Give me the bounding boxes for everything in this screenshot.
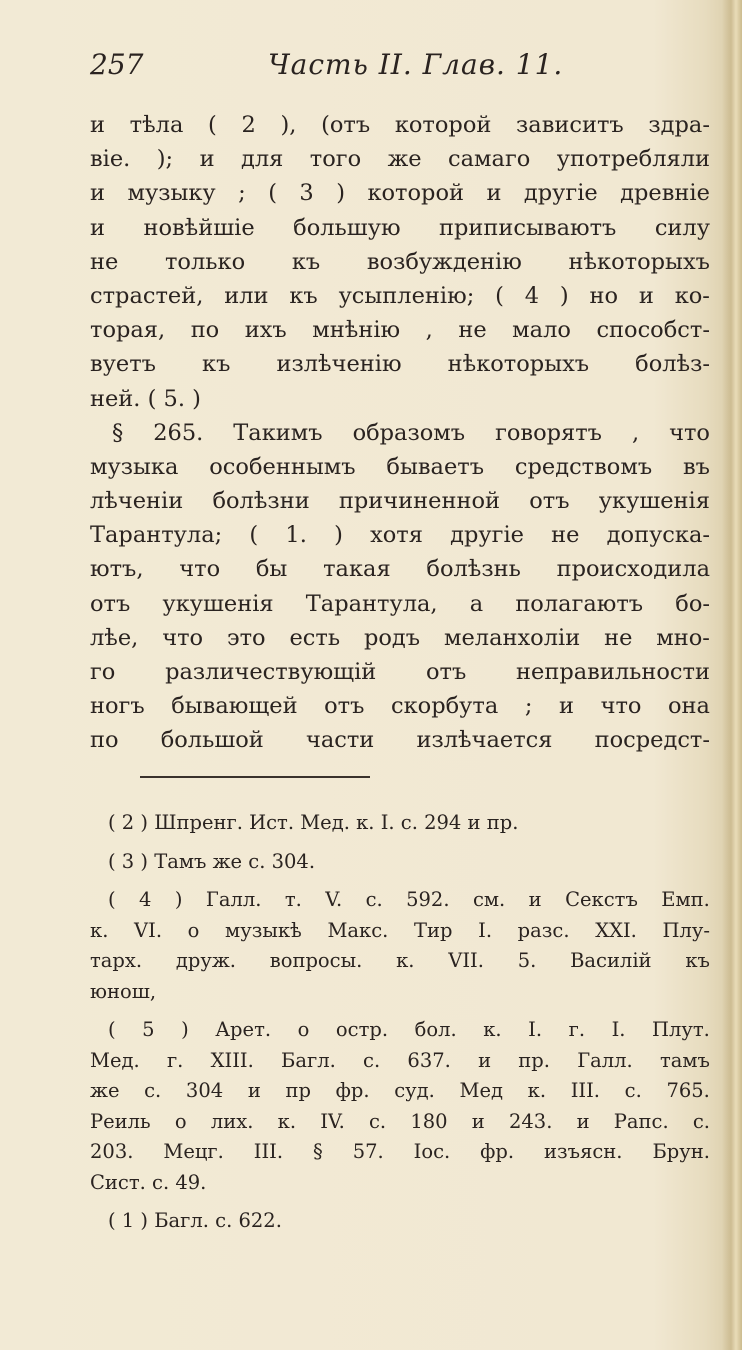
text-line: Тарантула; ( 1. ) хотя другіе не допуска- [90,522,710,549]
text-line: лѣе, что это есть родъ меланхоліи не мно- [90,624,710,651]
footnote-2 [90,808,710,839]
text-line: вуетъ къ излѣченію нѣкоторыхъ болѣз- [90,351,710,378]
text-line: и музыку ; ( 3 ) которой и другіе древніе [90,180,710,207]
footnote-line: ( 1 ) Багл. с. 622. [108,1209,282,1232]
text-line: музыка особеннымъ бываетъ средствомъ въ [90,453,710,480]
footnote-line: юнош, [90,979,157,1003]
page-number: 257 [90,48,144,81]
text-line: отъ укушенія Тарантула, а полагаютъ бо- [90,590,710,617]
footnote-line: ( 5 ) Арет. о остр. бол. к. I. г. I. Плут. [108,1018,710,1041]
text-line: и новѣйшіе большую приписываютъ силу [90,214,710,241]
text-line: лѣченіи болѣзни причиненной отъ укушенія [90,488,710,515]
text-line: не только къ возбужденію нѣкоторыхъ [90,248,710,275]
footnote-line: к. VI. о музыкѣ Макс. Тир I. разс. XXI. Плу- [90,918,710,942]
footnote-divider [140,776,370,778]
page-edge [722,0,742,1350]
text-line: торая, по ихъ мнѣнію , не мало способст- [90,317,710,344]
footnote-3 [90,847,710,878]
running-title: Часть II. Глав. 11. [268,48,564,81]
running-header [90,48,650,92]
footnote-line: Сист. с. 49. [90,1170,207,1194]
main-text [90,108,710,758]
footnote-4 [90,885,710,1007]
text-line: страстей, или къ усыпленію; ( 4 ) но и ко- [90,282,710,309]
footnote-line: ( 4 ) Галл. т. V. с. 592. см. и Секстъ Емп. [108,888,710,911]
footnote-line: ( 2 ) Шпренг. Ист. Мед. к. I. с. 294 и пр. [108,811,519,834]
text-line: го различествующій отъ неправильности [90,659,710,685]
text-line: и тѣла ( 2 ), (отъ которой зависитъ здра- [90,112,710,138]
section-start-line: § 265. Такимъ образомъ говорятъ , что [112,419,710,446]
text-line: віе. ); и для того же самаго употребляли [90,146,710,173]
footnote-line: же с. 304 и пр фр. суд. Мед к. III. с. 765. [90,1079,710,1102]
footnote-line: тарх. друж. вопросы. к. VII. 5. Василій къ [90,949,710,972]
footnote-1 [90,1206,710,1237]
footnote-line: Мед. г. XIII. Багл. с. 637. и пр. Галл. тамъ [90,1048,710,1072]
footnote-line: Реиль о лих. к. IV. с. 180 и 243. и Рапс. с. [90,1109,710,1133]
text-line: ютъ, что бы такая болѣзнь происходила [90,556,710,583]
footnote-5 [90,1015,710,1198]
footnotes [90,808,710,1245]
footnote-line: 203. Мецг. III. § 57. Іос. фр. изъясн. Брун. [90,1140,710,1163]
footnote-line: ( 3 ) Тамъ же с. 304. [108,849,316,873]
text-line: по большой части излѣчается посредст- [90,727,710,754]
text-line: ногъ бывающей отъ скорбута ; и что она [90,693,710,720]
text-line: ней. ( 5. ) [90,385,201,412]
